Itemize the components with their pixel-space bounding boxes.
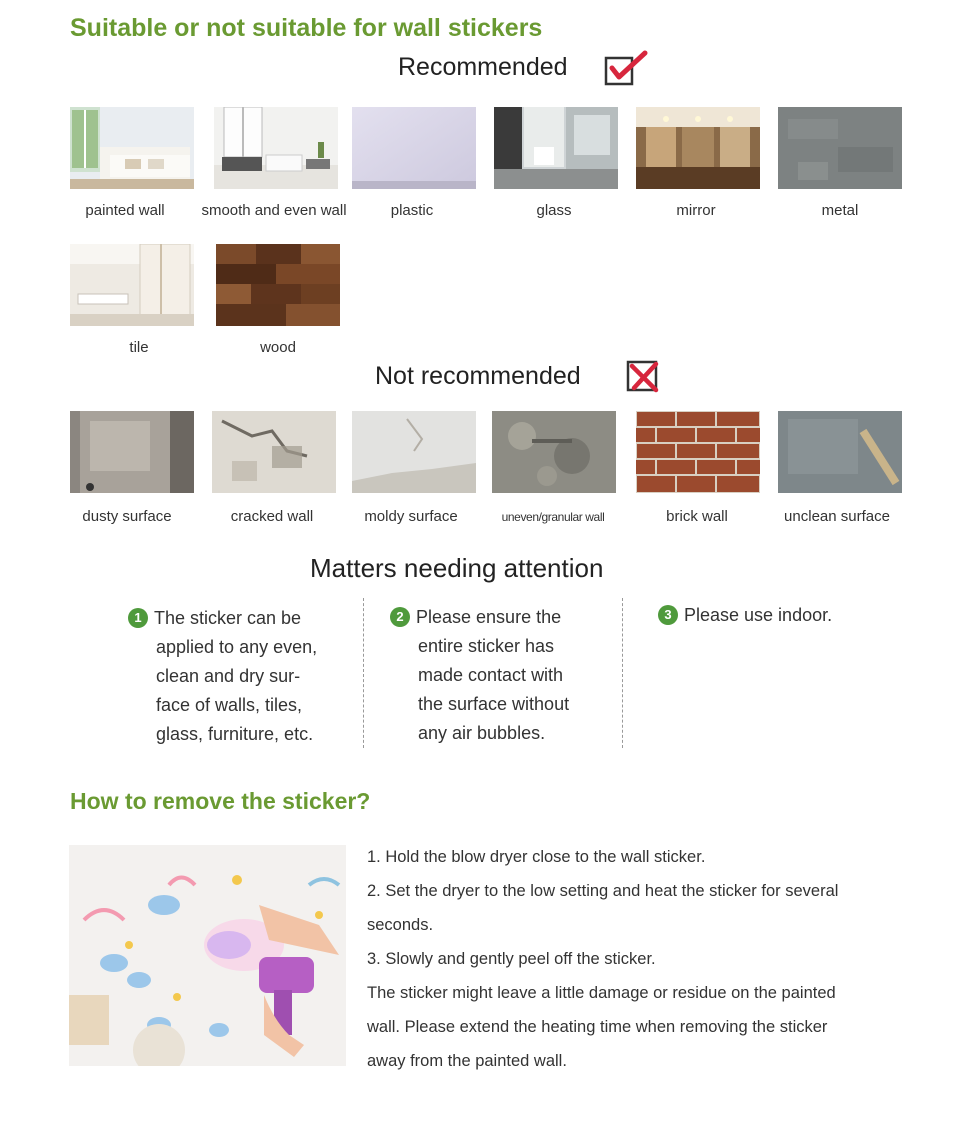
uneven-wall-image [492, 411, 616, 493]
cracked-wall-image [212, 411, 336, 493]
divider [363, 598, 364, 748]
plastic-image [352, 107, 476, 189]
not-recommended-heading: Not recommended [375, 362, 581, 390]
caption-smooth-wall: smooth and even wall [201, 202, 347, 219]
caption-wood: wood [260, 339, 296, 356]
note-2: 2 Please ensure the entire sticker has made contact with the surface without any air bubbles. [390, 603, 569, 748]
note-1: 1 The sticker can be applied to any even, clean and dry sur- face of walls, tiles, glass, furniture, etc. [128, 604, 317, 749]
caption-metal: metal [821, 202, 859, 219]
check-icon [604, 50, 648, 86]
removal-note-3: away from the painted wall. [367, 1052, 567, 1070]
removal-illustration [69, 845, 346, 1066]
caption-tile: tile [129, 339, 149, 356]
step-3: 3. Slowly and gently peel off the sticker. [367, 950, 656, 968]
caption-painted-wall: painted wall [85, 202, 165, 219]
divider [622, 598, 623, 748]
removal-heading: How to remove the sticker? [70, 788, 371, 814]
caption-glass: glass [536, 202, 572, 219]
smooth-wall-image [214, 107, 338, 189]
recommended-heading: Recommended [398, 53, 568, 81]
attention-heading: Matters needing attention [310, 553, 604, 583]
removal-note-2: wall. Please extend the heating time when removing the sticker [367, 1018, 828, 1036]
glass-image [494, 107, 618, 189]
caption-mirror: mirror [676, 202, 716, 219]
caption-moldy-surface: moldy surface [364, 508, 458, 525]
note-number-2: 2 [390, 607, 410, 627]
step-2-cont: seconds. [367, 916, 434, 934]
caption-plastic: plastic [390, 202, 434, 219]
caption-cracked-wall: cracked wall [230, 508, 314, 525]
caption-unclean-surface: unclean surface [784, 508, 890, 525]
removal-note-1: The sticker might leave a little damage or residue on the painted [367, 984, 836, 1002]
unclean-surface-image [778, 411, 902, 493]
caption-brick-wall: brick wall [666, 508, 728, 525]
cross-icon [624, 356, 664, 394]
caption-uneven-wall: uneven/granular wall [501, 510, 605, 524]
removal-steps [367, 840, 907, 1078]
brick-wall-image [636, 411, 760, 493]
page-title: Suitable or not suitable for wall stickers [70, 14, 543, 42]
tile-image [70, 244, 194, 326]
step-2: 2. Set the dryer to the low setting and heat the sticker for several [367, 882, 839, 900]
note-number-3: 3 [658, 605, 678, 625]
mirror-image [636, 107, 760, 189]
painted-wall-image [70, 107, 194, 189]
dusty-surface-image [70, 411, 194, 493]
wood-image [216, 244, 340, 326]
moldy-surface-image [352, 411, 476, 493]
caption-dusty-surface: dusty surface [82, 508, 172, 525]
step-1: 1. Hold the blow dryer close to the wall sticker. [367, 848, 706, 866]
note-number-1: 1 [128, 608, 148, 628]
note-3: 3 Please use indoor. [658, 601, 832, 630]
metal-image [778, 107, 902, 189]
